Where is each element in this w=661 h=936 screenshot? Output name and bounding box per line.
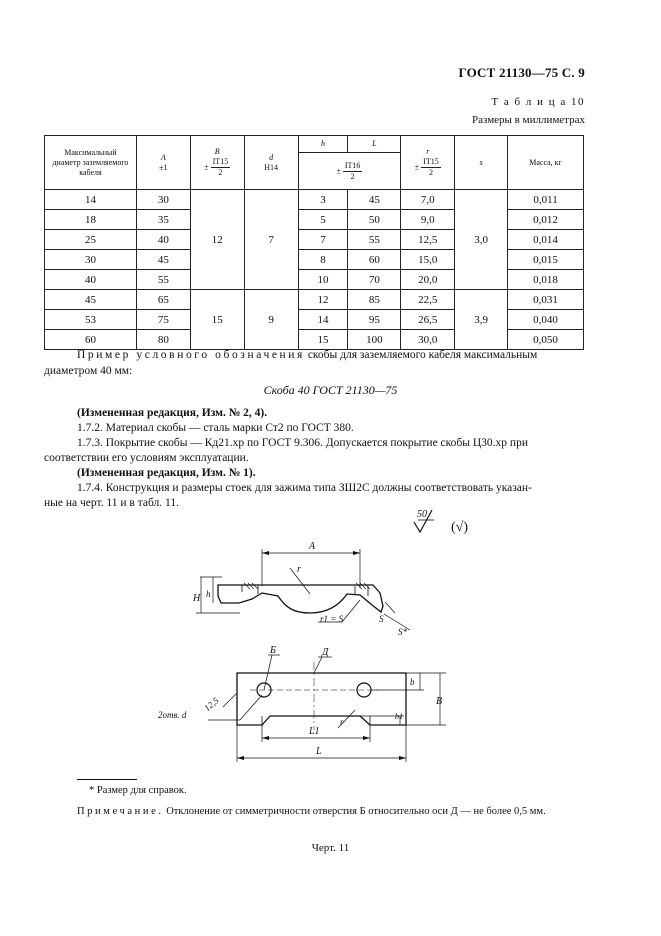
cell-mass: 0,018 bbox=[508, 270, 584, 290]
cell-s-group-1: 3,0 bbox=[455, 190, 508, 290]
cell-d-group-2: 9 bbox=[244, 290, 298, 350]
header-hl-tolerance: ± $\frac{IT16}{2}$ bbox=[298, 153, 401, 190]
svg-text:S: S bbox=[379, 614, 384, 624]
cell-l: 50 bbox=[348, 210, 401, 230]
cell-diameter: 30 bbox=[45, 250, 137, 270]
bracket-plan-view bbox=[158, 645, 446, 762]
cell-diameter: 40 bbox=[45, 270, 137, 290]
cell-a: 65 bbox=[136, 290, 190, 310]
cell-diameter: 60 bbox=[45, 330, 137, 350]
cell-h: 3 bbox=[298, 190, 348, 210]
cell-a: 35 bbox=[136, 210, 190, 230]
cell-diameter: 18 bbox=[45, 210, 137, 230]
svg-text:H: H bbox=[193, 593, 201, 604]
example-line: Пример условного обозначения скобы для заземляемого кабеля максимальным bbox=[77, 349, 538, 361]
note: Примечание. Отклонение от симметричности отверстия Б относительно оси Д — не более 0,5 мм. bbox=[77, 806, 546, 817]
cell-r: 26,5 bbox=[401, 310, 455, 330]
cell-diameter: 25 bbox=[45, 230, 137, 250]
paragraph-1-7-3: 1.7.3. Покрытие скобы — Кд21.хр по ГОСТ 9.306. Допускается покрытие скобы Ц30.хр при bbox=[77, 437, 528, 449]
svg-text:L: L bbox=[316, 746, 322, 757]
header-h: h bbox=[298, 136, 348, 153]
cell-l: 95 bbox=[348, 310, 401, 330]
header-s: s bbox=[455, 136, 508, 190]
cell-h: 7 bbox=[298, 230, 348, 250]
cell-l: 60 bbox=[348, 250, 401, 270]
cell-s-group-2: 3,9 bbox=[455, 290, 508, 350]
cell-d-group-1: 7 bbox=[244, 190, 298, 290]
cell-mass: 0,011 bbox=[508, 190, 584, 210]
paragraph-1-7-2: 1.7.2. Материал скобы — сталь марки Ст2 по ГОСТ 380. bbox=[77, 422, 354, 434]
cell-diameter: 45 bbox=[45, 290, 137, 310]
header-diameter: Максимальный диаметр заземляемого кабеля bbox=[45, 136, 137, 190]
cell-mass: 0,040 bbox=[508, 310, 584, 330]
header-a: А ±1 bbox=[136, 136, 190, 190]
cell-l: 55 bbox=[348, 230, 401, 250]
svg-text:r: r bbox=[297, 564, 301, 575]
paragraph-1-7-4-cont: ные на черт. 11 и в табл. 11. bbox=[44, 497, 179, 509]
bracket-side-view bbox=[192, 541, 410, 637]
cell-r: 7,0 bbox=[401, 190, 455, 210]
svg-text:Б: Б bbox=[270, 645, 276, 656]
cell-r: 15,0 bbox=[401, 250, 455, 270]
cell-a: 45 bbox=[136, 250, 190, 270]
svg-text:(√): (√) bbox=[451, 520, 469, 535]
cell-a: 80 bbox=[136, 330, 190, 350]
cell-mass: 0,014 bbox=[508, 230, 584, 250]
cell-l: 70 bbox=[348, 270, 401, 290]
cell-h: 5 bbox=[298, 210, 348, 230]
cell-l: 45 bbox=[348, 190, 401, 210]
cell-r: 30,0 bbox=[401, 330, 455, 350]
cell-b-group-2: 15 bbox=[190, 290, 244, 350]
example-continuation: диаметром 40 мм: bbox=[44, 365, 133, 377]
cell-r: 9,0 bbox=[401, 210, 455, 230]
svg-text:r1 = S: r1 = S bbox=[320, 614, 344, 624]
cell-l: 100 bbox=[348, 330, 401, 350]
cell-diameter: 14 bbox=[45, 190, 137, 210]
table-units: Размеры в миллиметрах bbox=[472, 114, 585, 126]
svg-text:50: 50 bbox=[417, 509, 427, 520]
svg-text:Д: Д bbox=[322, 647, 329, 658]
cell-r: 20,0 bbox=[401, 270, 455, 290]
cell-a: 55 bbox=[136, 270, 190, 290]
designation: Скоба 40 ГОСТ 21130—75 bbox=[263, 383, 398, 397]
paragraph-1-7-3-cont: соответствии его условиям эксплуатации. bbox=[44, 452, 249, 464]
footnote-divider bbox=[77, 779, 137, 780]
cell-h: 12 bbox=[298, 290, 348, 310]
header-d: d H14 bbox=[244, 136, 298, 190]
figure-caption: Черт. 11 bbox=[311, 842, 350, 854]
paragraph-1-7-4: 1.7.4. Конструкция и размеры стоек для зажима типа ЗШ2С должны соответствовать указан- bbox=[77, 482, 532, 494]
cell-b-group-1: 12 bbox=[190, 190, 244, 290]
svg-text:B: B bbox=[436, 696, 443, 707]
cell-h: 10 bbox=[298, 270, 348, 290]
cell-a: 30 bbox=[136, 190, 190, 210]
svg-text:L1: L1 bbox=[309, 726, 320, 737]
svg-text:r: r bbox=[340, 717, 344, 727]
cell-h: 15 bbox=[298, 330, 348, 350]
svg-text:b: b bbox=[410, 677, 415, 687]
cell-r: 22,5 bbox=[401, 290, 455, 310]
cell-mass: 0,031 bbox=[508, 290, 584, 310]
cell-a: 75 bbox=[136, 310, 190, 330]
svg-text:2отв. d: 2отв. d bbox=[158, 710, 187, 720]
page-header: ГОСТ 21130—75 С. 9 bbox=[458, 65, 585, 80]
header-mass: Масса, кг bbox=[508, 136, 584, 190]
revision-note-2: (Измененная редакция, Изм. № 1). bbox=[77, 467, 256, 479]
cell-r: 12,5 bbox=[401, 230, 455, 250]
roughness-symbol bbox=[414, 509, 468, 535]
header-l: L bbox=[348, 136, 401, 153]
svg-text:12,5: 12,5 bbox=[202, 695, 221, 714]
footnote: * Размер для справок. bbox=[89, 785, 187, 796]
header-r: r ± $\frac{IT15}{2}$ bbox=[401, 136, 455, 190]
cell-a: 40 bbox=[136, 230, 190, 250]
cell-l: 85 bbox=[348, 290, 401, 310]
svg-text:A: A bbox=[309, 541, 316, 552]
cell-diameter: 53 bbox=[45, 310, 137, 330]
revision-note-1: (Измененная редакция, Изм. № 2, 4). bbox=[77, 407, 268, 419]
cell-mass: 0,050 bbox=[508, 330, 584, 350]
cell-h: 8 bbox=[298, 250, 348, 270]
svg-text:h: h bbox=[206, 589, 211, 599]
table-caption: Т а б л и ц а 10 bbox=[491, 96, 585, 108]
cell-mass: 0,012 bbox=[508, 210, 584, 230]
cell-h: 14 bbox=[298, 310, 348, 330]
svg-text:b1: b1 bbox=[395, 712, 403, 721]
svg-text:S*: S* bbox=[398, 627, 407, 637]
cell-mass: 0,015 bbox=[508, 250, 584, 270]
header-b: В ± $\frac{IT15}{2}$ bbox=[190, 136, 244, 190]
